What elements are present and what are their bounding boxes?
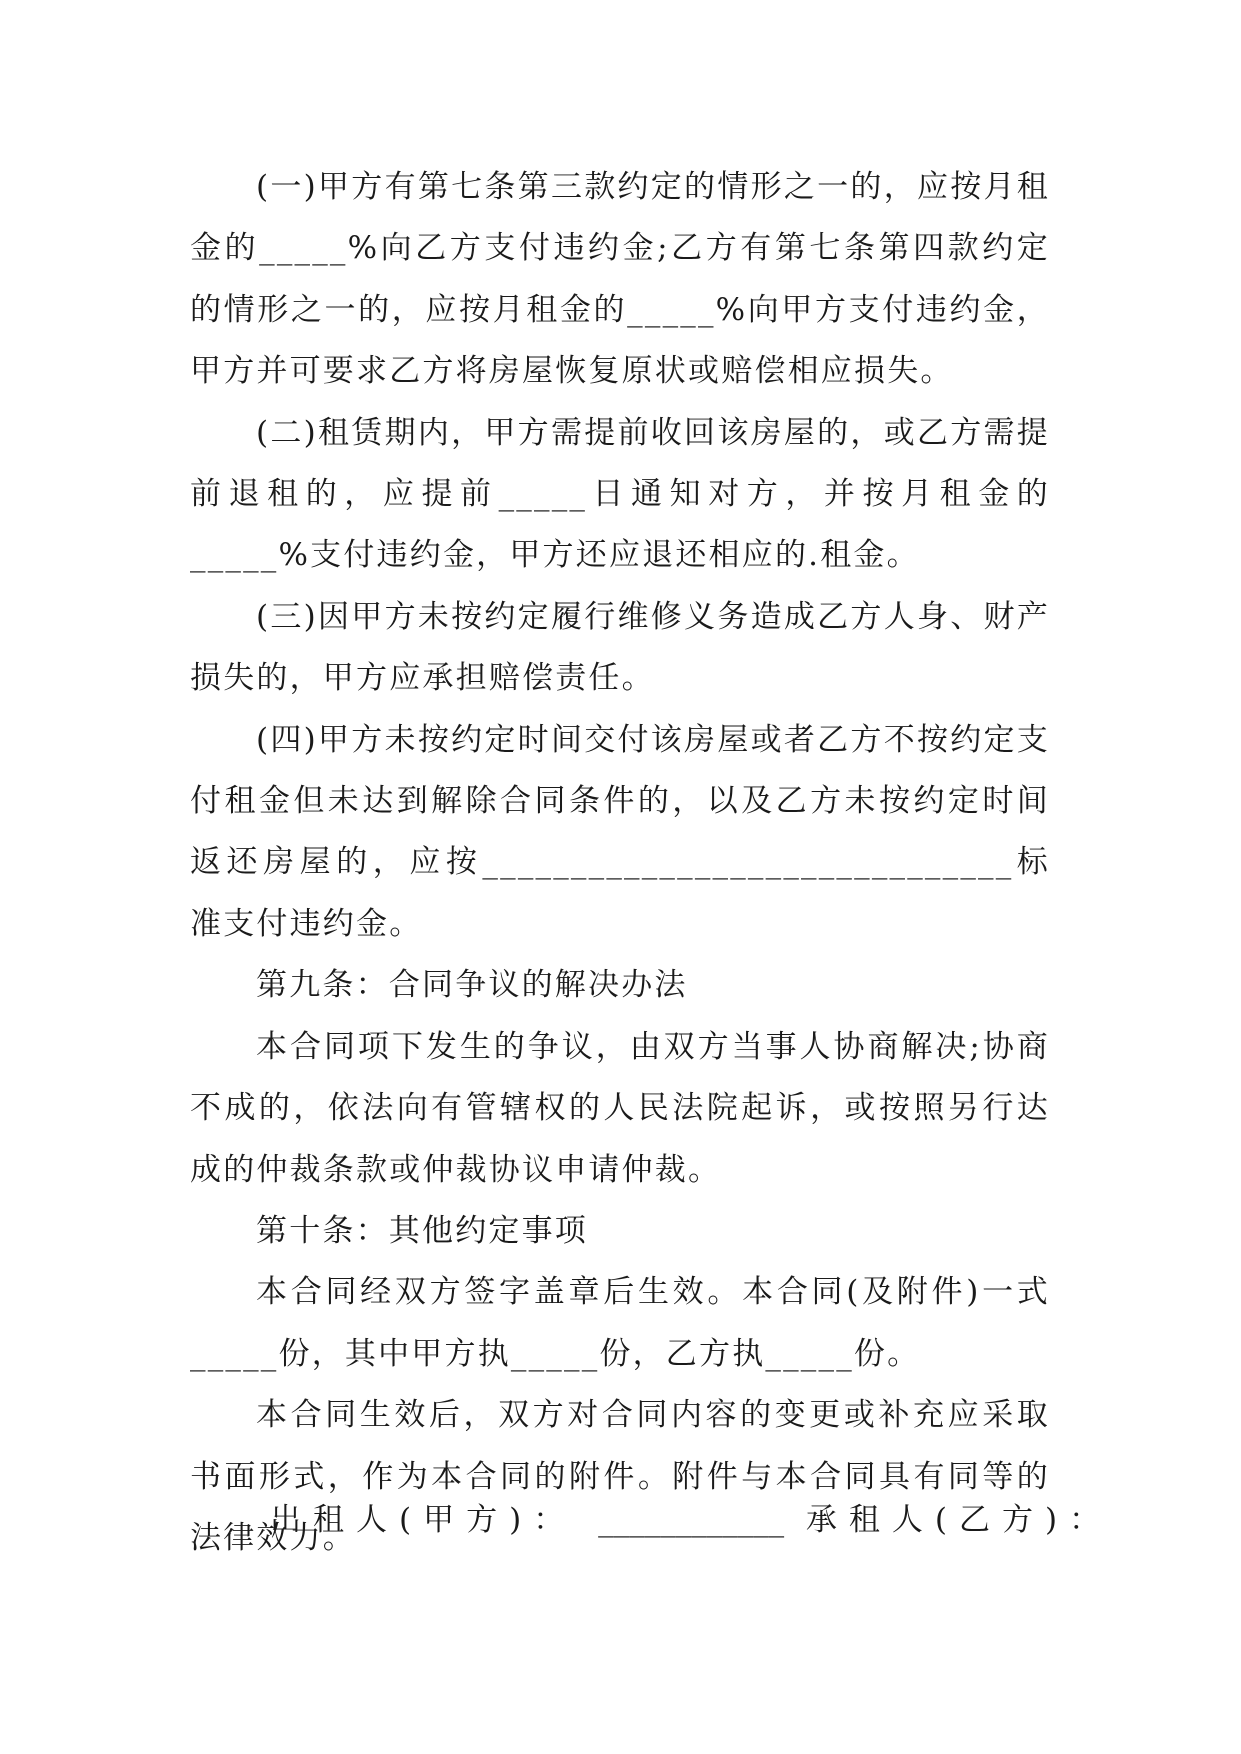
lessor-label: 出租人(甲方)： — [270, 1502, 577, 1538]
clause-breach-1: (一)甲方有第七条第三款约定的情形之一的，应按月租金的_____%向乙方支付违约金;乙方有第七条第四款约定的情形之一的，应按月租金的_____%向甲方支付违约金，甲方并可要求乙方将房屋恢复原状或赔偿相应损失。 — [190, 169, 1050, 390]
clause-breach-2: (二)租赁期内，甲方需提前收回该房屋的，或乙方需提前退租的，应提前_____日通知对方，并按月租金的_____%支付违约金，甲方还应退还相应的.租金。 — [190, 414, 1050, 574]
article-9-body: 本合同项下发生的争议，由双方当事人协商解决;协商不成的，依法向有管辖权的人民法院起诉，或按照另行达成的仲裁条款或仲裁协议申请仲裁。 — [190, 1028, 1050, 1188]
lessee-label: 承租人(乙方)： — [805, 1502, 1113, 1538]
lessor-signature-blank: ____________ — [598, 1502, 785, 1538]
article-10-body-1: 本合同经双方签字盖章后生效。本合同(及附件)一式_____份，其中甲方执_____份，乙方执_____份。 — [190, 1274, 1050, 1372]
article-9-heading: 第九条：合同争议的解决办法 — [256, 967, 688, 1004]
clause-breach-3: (三)因甲方未按约定履行维修义务造成乙方人身、财产损失的，甲方应承担赔偿责任。 — [190, 598, 1050, 697]
article-10-heading: 第十条：其他约定事项 — [256, 1212, 588, 1249]
signature-line — [270, 1490, 1112, 1551]
contract-body — [190, 157, 1050, 1569]
article-10-body-2: 本合同生效后，双方对合同内容的变更或补充应采取书面形式，作为本合同的附件。附件与本合同具有同等的法律效力。 — [190, 1397, 1050, 1556]
clause-breach-4: (四)甲方未按约定时间交付该房屋或者乙方不按约定支付租金但未达到解除合同条件的，以及乙方未按约定时间返还房屋的，应按______________________________标准支付违约金。 — [190, 721, 1050, 942]
